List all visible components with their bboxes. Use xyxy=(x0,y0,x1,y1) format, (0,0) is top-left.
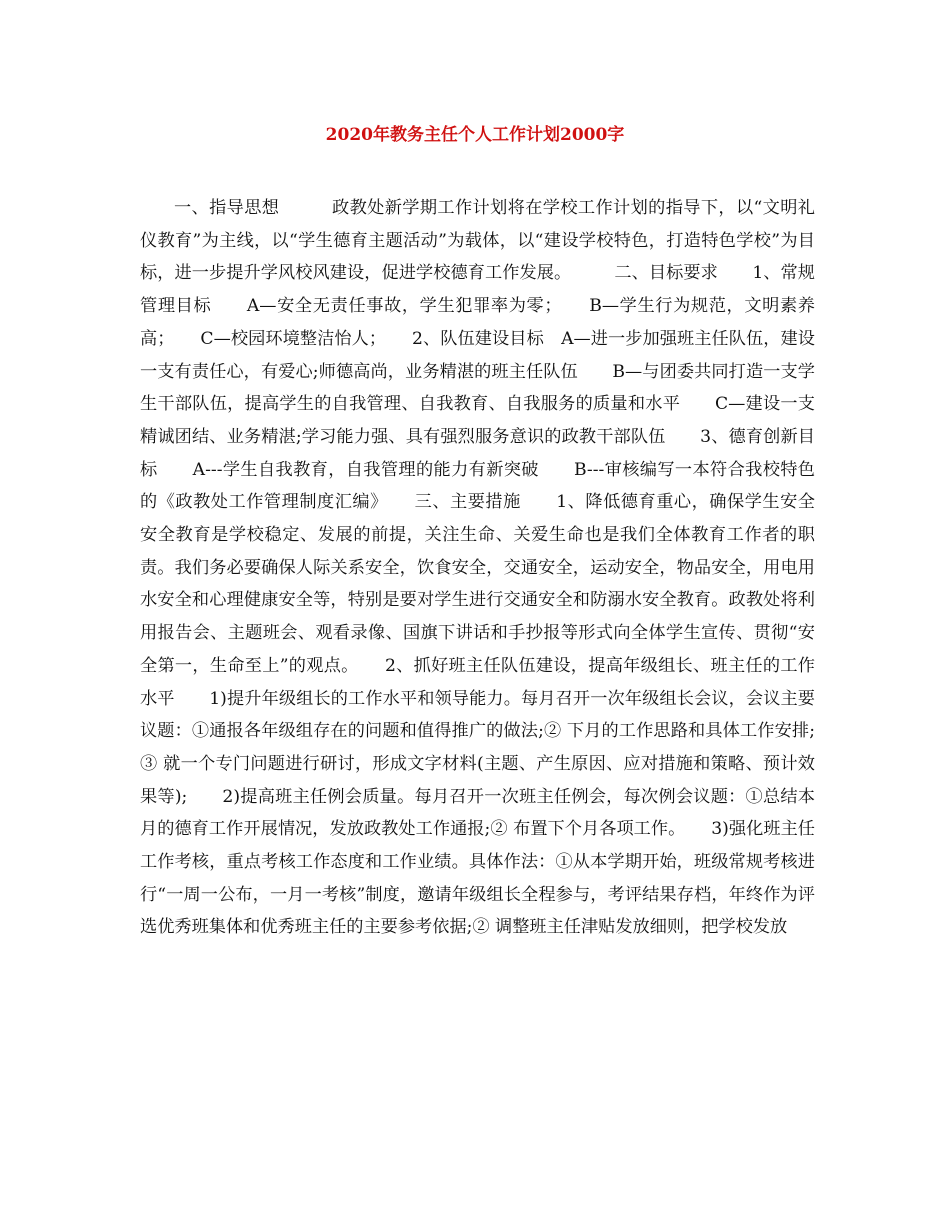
document-title: 2020年教务主任个人工作计划2000字 xyxy=(325,125,625,145)
document-body-text: 一、指导思想 政教处新学期工作计划将在学校工作计划的指导下，以“文明礼仪教育”为主线，以“学生德育主题活动”为载体，以“建设学校特色，打造特色学校”为目标，进一步提升学风校风建设，促进学校德育工作发展。 二、目标要求 1、常规管理目标 A—安全无责任事故，学生犯罪率为零； B—学生行为规范，文明素养高； C—校园环境整洁怡人； 2、队伍建设目标 A—进一步加强班主任队伍，建设一支有责任心，有爱心;师德高尚，业务精湛的班主任队伍 B—与团委共同打造一支学生干部队伍，提高学生的自我管理、自我教育、自我服务的质量和水平 C—建设一支精诚团结、业务精湛;学习能力强、具有强烈服务意识的政教干部队伍 3、德育创新目标 A---学生自我教育，自我管理的能力有新突破 B---审核编写一本符合我校特色的《政教处工作管理制度汇编》 三、主要措施 1、降低德育重心，确保学生安全 安全教育是学校稳定、发展的前提，关注生命、关爱生命也是我们全体教育工作者的职责。我们务必要确保人际关系安全，饮食安全，交通安全，运动安全，物品安全，用电用水安全和心理健康安全等，特别是要对学生进行交通安全和防溺水安全教育。政教处将利用报告会、主题班会、观看录像、国旗下讲话和手抄报等形式向全体学生宣传、贯彻“安全第一，生命至上”的观点。 2、抓好班主任队伍建设，提高年级组长、班主任的工作水平 1)提升年级组长的工作水平和领导能力。每月召开一次年级组长会议，会议主要议题：①通报各年级组存在的问题和值得推广的做法;② 下月的工作思路和具体工作安排;③ 就一个专门问题进行研讨，形成文字材料(主题、产生原因、应对措施和策略、预计效果等); 2)提高班主任例会质量。每月召开一次班主任例会，每次例会议题：①总结本月的德育工作开展情况，发放政教处工作通报;② 布置下个月各项工作。 3)强化班主任工作考核，重点考核工作态度和工作业绩。具体作法：①从本学期开始，班级常规考核进行“一周一公布，一月一考核”制度，邀请年级组长全程参与，考评结果存档，年终作为评选优秀班集体和优秀班主任的主要参考依据;② 调整班主任津贴发放细则，把学校发放 xyxy=(140,198,850,938)
